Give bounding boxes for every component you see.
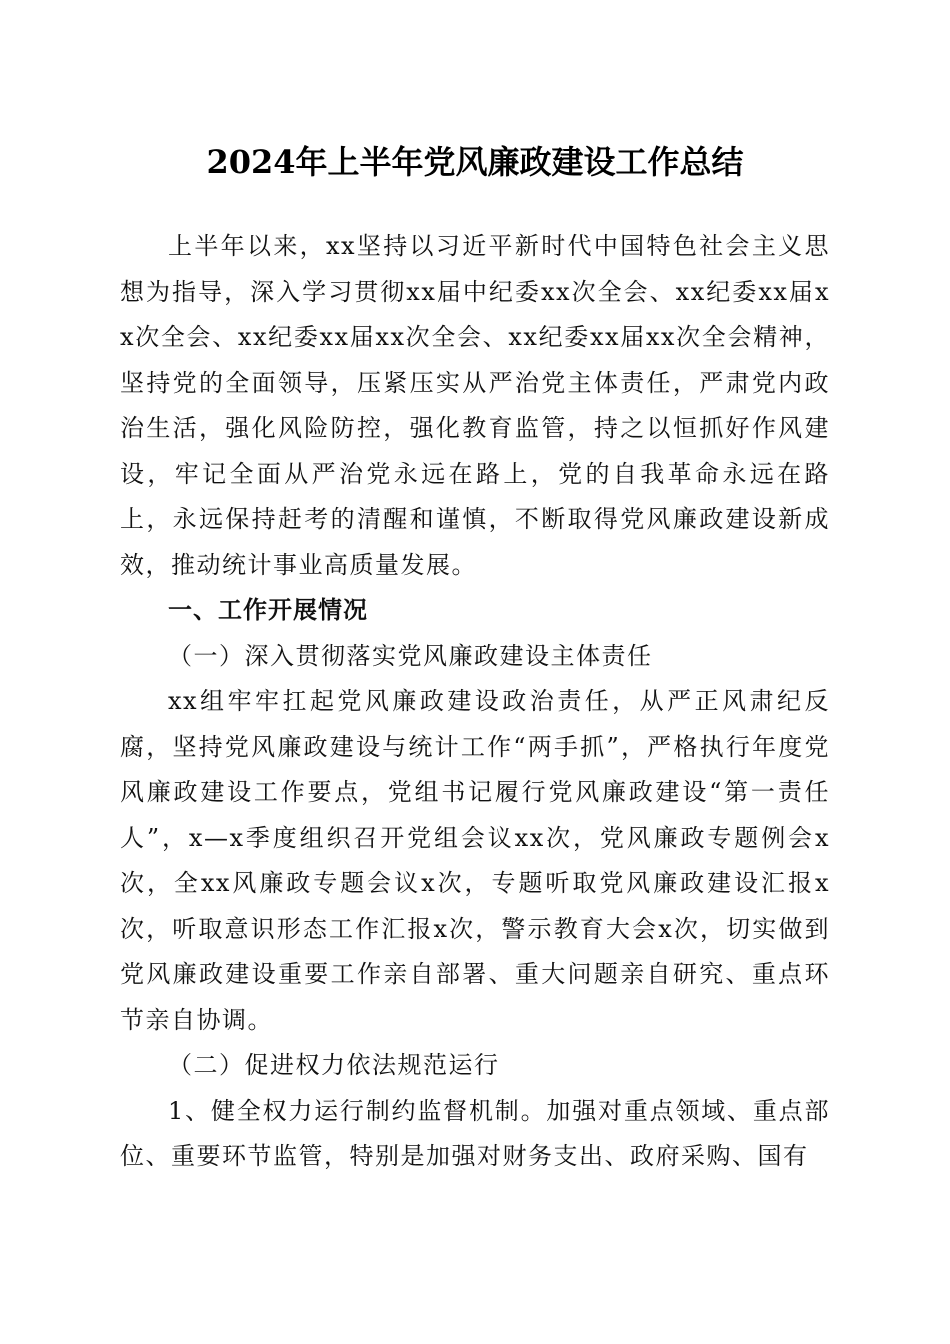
subsection-heading-2: （二）促进权力依法规范运行 xyxy=(168,1051,500,1079)
intro-paragraph: 上半年以来，xx坚持以习近平新时代中国特色社会主义思想为指导，深入学习贯彻xx届中纪委xx次全会、xx纪委xx届xx次全会、xx纪委xx届xx次全会、xx纪委xx届xx次全会精神，坚持党的全面领导，压紧压实从严治党主体责任，严肃党内政治生活，强化风险防控，强化教育监管，持之以恒抓好作风建设，牢记全面从严治党永远在路上，党的自我革命永远在路上，永远保持赶考的清醒和谨慎，不断取得党风廉政建设新成效，推动统计事业高质量发展。 xyxy=(120,232,830,579)
document-title: 2024年上半年党风廉政建设工作总结 xyxy=(206,143,744,181)
subsection-heading-1: （一）深入贯彻落实党风廉政建设主体责任 xyxy=(168,641,653,670)
document-body xyxy=(120,224,830,1180)
subsection-2-paragraph: 1、健全权力运行制约监督机制。加强对重点领域、重点部位、重要环节监管，特别是加强对财务支出、政府采购、国有 xyxy=(120,1096,830,1170)
subsection-1-paragraph: xx组牢牢扛起党风廉政建设政治责任，从严正风肃纪反腐，坚持党风廉政建设与统计工作“两手抓”，严格执行年度党风廉政建设工作要点，党组书记履行党风廉政建设“第一责任人”，x—x季度组织召开党组会议xx次，党风廉政专题例会x次，全xx风廉政专题会议x次，专题听取党风廉政建设汇报x次，听取意识形态工作汇报x次，警示教育大会x次，切实做到党风廉政建设重要工作亲自部署、重大问题亲自研究、重点环节亲自协调。 xyxy=(120,687,830,1034)
section-heading-work-status: 一、工作开展情况 xyxy=(168,596,368,624)
